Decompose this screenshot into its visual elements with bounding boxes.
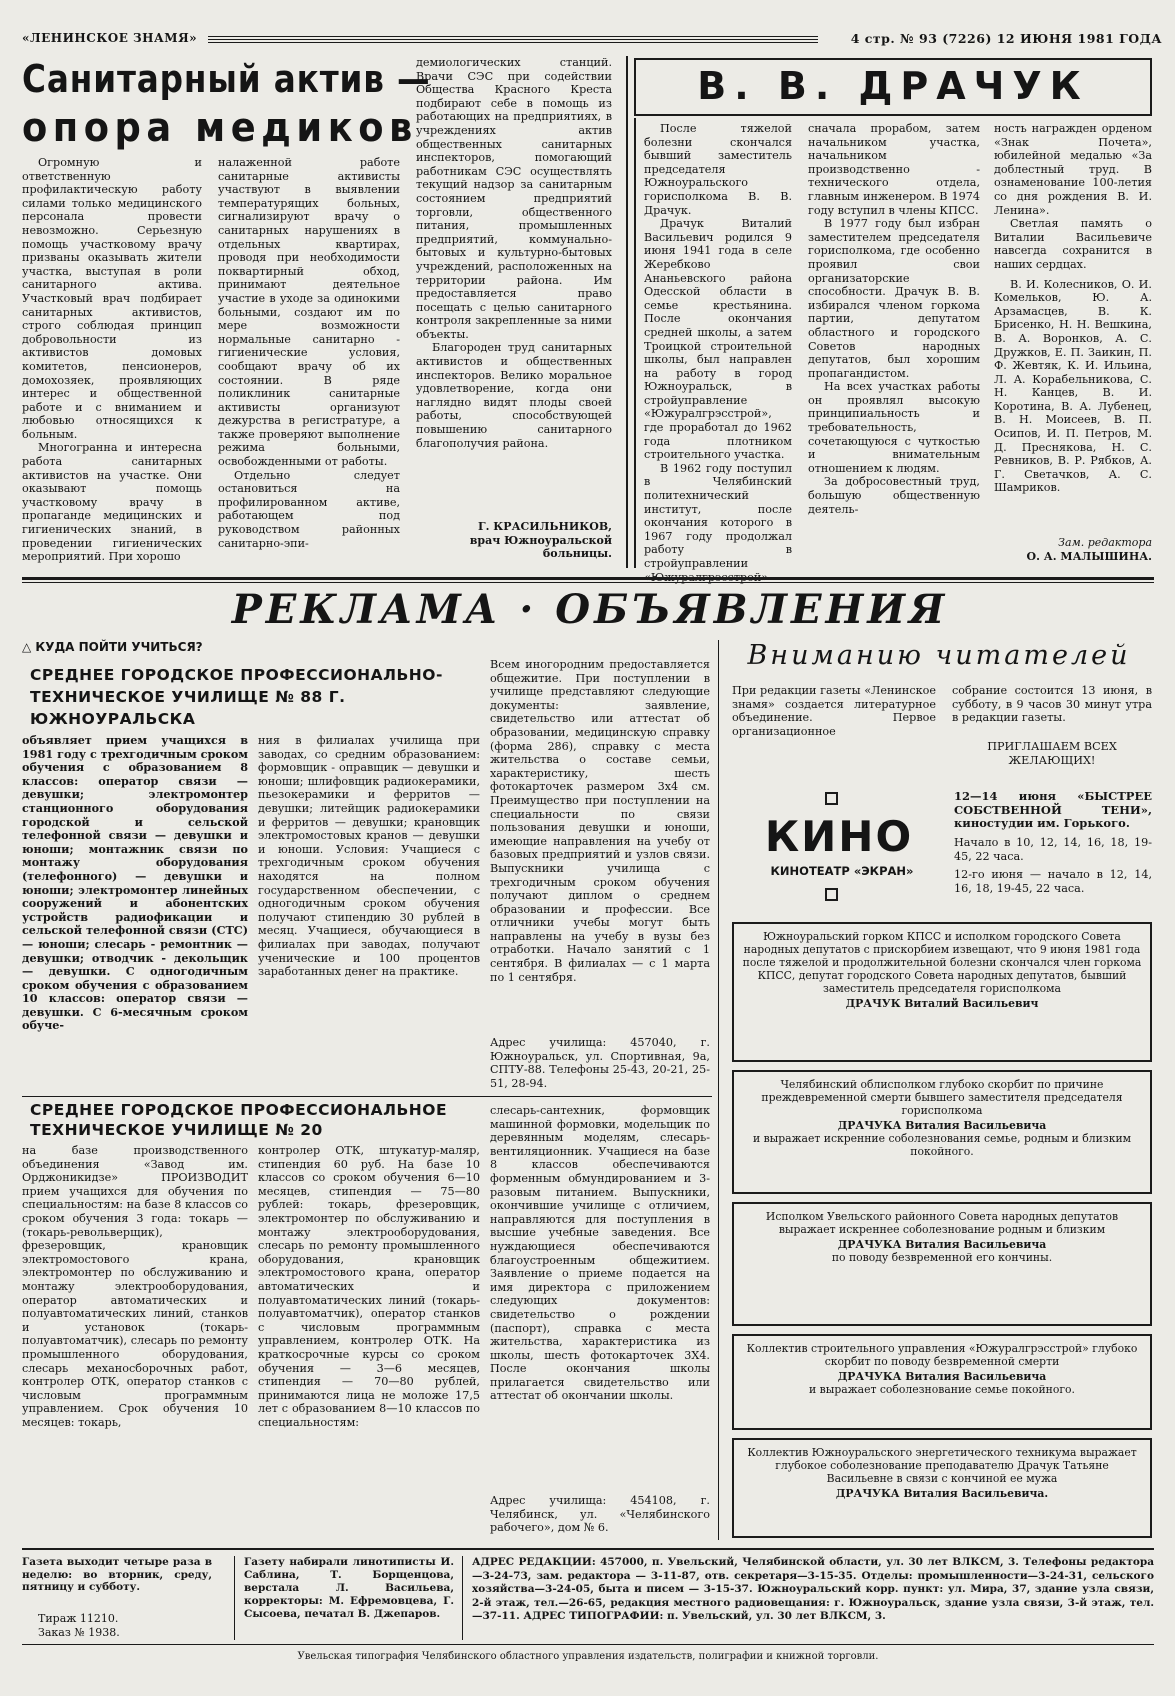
footer-schedule: Газета выходит четыре раза в неделю: во вторник, среду, пятницу и субботу. <box>22 1556 212 1593</box>
paragraph: Отдельно следует остановиться на профилированном активе, работающем под руководством районных санитарно-эпи- <box>218 468 400 550</box>
condolence-name: ДРАЧУК Виталий Васильевич <box>845 997 1039 1010</box>
condolence-2 <box>732 1070 1152 1194</box>
cinema-theater: КИНОТЕАТР «ЭКРАН» <box>770 864 914 878</box>
section-rule-top-thin <box>22 582 1154 583</box>
condolence-3 <box>732 1202 1152 1326</box>
article-signature-name: Г. КРАСИЛЬНИКОВ, <box>478 520 612 533</box>
condolence-tail: и выражает искренние соболезнования семье, родным и близким покойного. <box>752 1132 1132 1158</box>
square-bullet-icon <box>825 792 838 805</box>
paragraph: После тяжелой болезни скончался бывший заместитель председателя Южноуральского горисполкома В. В. Драчук. <box>644 122 792 217</box>
condolence-text: Исполком Увельского районного Совета народных депутатов выражает искреннее соболезнование родным и близким <box>765 1210 1119 1236</box>
paragraph: Благороден труд санитарных активистов и общественных инспекторов. Велико моральное удовлетворение, когда они наглядно видят плоды своей работы, способствующей повышению санитарного благополучия района. <box>416 341 612 450</box>
obituary-column-2 <box>808 122 980 568</box>
paragraph: На всех участках работы он проявлял высокую принципиальность и требовательность, сочетающуюся с чуткостью и внимательным отношением к людям. <box>808 380 980 475</box>
school20-column-3 <box>490 1104 710 1494</box>
paragraph: Светлая память о Виталии Васильевиче навсегда сохранится в наших сердцах. <box>994 217 1152 271</box>
condolence-text: Коллектив Южноуральского энергетического техникума выражает глубокое соболезнование преподавателю Драчук Татьяне Васильевне в связи с кончиной ее мужа <box>747 1446 1137 1485</box>
ads-banner-title: РЕКЛАМА · ОБЪЯВЛЕНИЯ <box>231 586 949 633</box>
section-rule-top <box>22 577 1154 580</box>
square-bullet-icon <box>825 888 838 901</box>
paragraph: контролер ОТК, штукатур-маляр, стипендия 60 руб. На базе 10 классов со сроком обучения 6—10 месяцев, стипендия — 75—80 рублей: токарь, фрезеровщик, электромонтер по обслуживанию и монтажу электрооборудования, слесарь по ремонту промышленного оборудования, крановщик электромостового крана, оператор автоматических и полуавтоматических линий (токарь-полуавтоматчик), оператор станков с числовым программным управлением, контролер ОТК. На краткосрочные курсы со сроком обучения — 3—6 месяцев, стипендия — 70—80 рублей, принимаются лица не моложе 17,5 лет с образованием 8—10 классов по специальностям: <box>258 1144 480 1429</box>
condolence-tail: по поводу безвременной его кончины. <box>831 1251 1053 1264</box>
obituary-name: В. В. ДРАЧУК <box>697 64 1089 108</box>
condolence-5 <box>732 1438 1152 1538</box>
masthead-hatch <box>208 34 818 43</box>
article-column-2 <box>218 156 400 566</box>
cinema-line-3: 12-го июня — начало в 12, 14, 16, 18, 19-45, 22 часа. <box>954 868 1152 895</box>
paragraph: ния в филиалах училища при заводах, со средним образованием: формовщик - оправщик — девушки и юноши; шлифовщик радиокерамики, пьезокерамики и ферритов — девушки; литейщик радиокерамики и ферритов — девушки; крановщик электромостовых кранов — девушки и юноши. Условия: Учащиеся с трехгодичным сроком обучения находятся на полном государственном обеспечении, с одногодичным сроком обучения получают стипендию 30 рублей в месяц. Учащиеся, обучающиеся в филиалах при заводах, получают ученические и 100 процентов заработанных денег на практике. <box>258 734 480 979</box>
condolence-1 <box>732 922 1152 1062</box>
obituary-signers: В. И. Колесников, О. И. Комельков, Ю. А. Арзамасцев, В. К. Брисенко, Н. Н. Вешкина, В. А. Воронков, А. С. Дружков, Е. П. Заикин, П. Ф. Жевтяк, К. И. Ильина, Л. А. Корабельникова, С. Н. Канцев, В. И. Коротина, В. А. Лубенец, В. Н. Моисеев, В. П. Осипов, И. П. Петров, М. Д. Преснякова, Н. С. Ревников, В. Р. Рябков, А. Г. Светачков, А. С. Шамриков. <box>994 277 1152 495</box>
paragraph: налаженной работе санитарные активисты участвуют в выявлении температурящих больных, сигнализируют врачу о санитарных нарушениях в отдельных квартирах, проводя при необходимости поквартирный обход, принимают деятельное участие в уходе за одинокими больными, создают им по мере возможности нормальные санитарно - гигиенические условия, сообщают врачу об их состоянии. В ряде поликлиник санитарные активисты организуют дежурства в регистратуре, а также проверяют выполнение режима больными, освобожденными от работы. <box>218 156 400 469</box>
kicker-text: КУДА ПОЙТИ УЧИТЬСЯ? <box>35 640 203 654</box>
cinema-line-2: Начало в 10, 12, 14, 16, 18, 19-45, 22 часа. <box>954 836 1152 863</box>
footer-circulation: Тираж 11210. <box>38 1612 119 1625</box>
footer-divider-1 <box>234 1556 235 1640</box>
cinema-line-1: 12—14 июня «БЫСТРЕЕ СОБСТВЕННОЙ ТЕНИ», киностудии им. Горького. <box>954 789 1152 831</box>
school88-title: СРЕДНЕЕ ГОРОДСКОЕ ПРОФЕССИОНАЛЬНО-ТЕХНИЧЕСКОЕ УЧИЛИЩЕ № 88 Г. ЮЖНОУРАЛЬСКА <box>30 666 443 728</box>
paragraph: ность награжден орденом «Знак Почета», юбилейной медалью «За доблестный труд. В ознаменование 100-летия со дня рождения В. И. Ленина». <box>994 122 1152 217</box>
school20-address: Адрес училища: 454108, г. Челябинск, ул. «Челябинского рабочего», дом № 6. <box>490 1494 710 1535</box>
paragraph: Драчук Виталий Васильевич родился 9 июня 1941 года в селе Жеребково Ананьевского района Одесской области в семье крестьянина. После окончания средней школы, а затем Троицкой строительной школы, был направлен на работу в город Южноуральск, в стройуправление «Южуралгрэсстрой», где проработал до 1962 года плотником строительного участка. <box>644 217 792 462</box>
triangle-icon: △ <box>22 640 36 654</box>
school88-column-3 <box>490 658 710 1038</box>
obituary-column-1 <box>644 122 792 568</box>
condolence-name: ДРАЧУКА Виталия Васильевича <box>837 1119 1047 1132</box>
footer-order: Заказ № 1938. <box>38 1626 120 1639</box>
condolence-name: ДРАЧУКА Виталия Васильевича <box>837 1238 1047 1251</box>
condolence-text: Коллектив строительного управления «Южуралгрэсстрой» глубоко скорбит по поводу безвременной смерти <box>746 1342 1138 1368</box>
footer-rule-bottom <box>22 1644 1154 1645</box>
paragraph: сначала прорабом, затем начальником участка, начальником производственно - технического отдела, главным инженером. В 1974 году вступил в члены КПСС. <box>808 122 980 217</box>
masthead-paper-name: «ЛЕНИНСКОЕ ЗНАМЯ» <box>22 31 198 45</box>
article-sanitary-activists <box>22 56 622 566</box>
condolence-4 <box>732 1334 1152 1430</box>
school88-address: Адрес училища: 457040, г. Южноуральск, ул. Спортивная, 9а, СПТУ-88. Телефоны 25-43, 20-21, 25-51, 28-94. <box>490 1036 710 1090</box>
notice-column-2: собрание состоится 13 июня, в субботу, в 9 часов 30 минут утра в редакции газеты. <box>952 684 1152 725</box>
editor-role: Зам. редактора <box>1058 536 1152 549</box>
footer-printer: Увельская типография Челябинского областного управления издательств, полиграфии и книжной торговли. <box>297 1651 879 1662</box>
notice-invite: ПРИГЛАШАЕМ ВСЕХ ЖЕЛАЮЩИХ! <box>987 740 1117 767</box>
footer-rule-top <box>22 1548 1154 1550</box>
paragraph: Огромную и ответственную профилактическую работу силами только медицинского персонала провести невозможно. Серьезную помощь участковому врачу призваны оказывать жители участка, выступая в роли санитарного актива. Участковый врач подбирает санитарных активистов, строго соблюдая принцип добровольности из активистов домовых комитетов, пенсионеров, домохозяек, проявляющих интерес и общественной работе и с вниманием и любовью относящихся к больным. <box>22 156 202 441</box>
condolence-name: ДРАЧУКА Виталия Васильевича. <box>835 1487 1049 1500</box>
obituary-column-3 <box>994 122 1152 522</box>
paragraph: слесарь-сантехник, формовщик машинной формовки, модельщик по деревянным моделям, слесарь-вентиляционник. Учащиеся на базе 8 классов обеспечиваются форменным обмундированием и 3-разовым питанием. Выпускники, окончившие училище с отличием, направляются для поступления в высшие учебные заведения. Все нуждающиеся обеспечиваются благоустроенным общежитием. Заявление о приеме подается на имя директора с приложением следующих документов: свидетельство о рождении (паспорт), справка с места жительства, характеристика из школы, шесть фотокарточек 3Х4. После окончания школы прилагается свидетельство или аттестат об окончании школы. <box>490 1104 710 1403</box>
footer-divider-2 <box>462 1556 463 1640</box>
notice-title: Вниманию читателей <box>747 640 1131 671</box>
obituary-left-border <box>634 118 636 568</box>
footer-address: АДРЕС РЕДАКЦИИ: 457000, п. Увельский, Челябинской области, ул. 30 лет ВЛКСМ, 3. Телефоны редактора—3-24-73, зам. редактора — 3-11-87, отв. секретаря—3-15-35. Отделы: промышленности—3-24-31, сельского хозяйства—3-24-05, быта и писем — 3-15-37. Южноуральский корр. пункт: ул. Мира, 37, здание узла связи, 2-й этаж, тел.—26-65, редакция местного радиовещания: г. Южноуральск, здание узла связи, 3-й этаж, тел. —37-11. АДРЕС ТИПОГРАФИИ: п. Увельский, ул. 30 лет ВЛКСМ, 3. <box>472 1556 1154 1622</box>
editor-name: О. А. МАЛЫШИНА. <box>1026 550 1152 563</box>
cinema-kino: КИНО <box>764 812 914 861</box>
paragraph: Всем иногородним предоставляется общежитие. При поступлении в училище представляют следующие документы: заявление, свидетельство или аттестат об образовании, медицинскую справку (форма 286), справку с места жительства о составе семьи, характеристику, шесть фотокарточек размером 3х4 см. Преимущество при поступлении на специальности по связи пользования девушки и юноши, имеющие направления на учебу от базовых предприятий и узлов связи. Выпускники училища с трехгодичным сроком обучения получают диплом о среднем образовании и профессии. Все отличники учебы могут быть направлены на учебу в вузы без отработки. Начало занятий с 1 сентября. В филиалах — с 1 марта по 1 сентября. <box>490 658 710 984</box>
school-divider <box>22 1096 712 1097</box>
school88-column-1 <box>22 734 248 1094</box>
condolence-name: ДРАЧУКА Виталия Васильевича <box>837 1370 1047 1383</box>
condolence-tail: и выражает соболезнование семье покойного. <box>809 1383 1075 1396</box>
school20-title: СРЕДНЕЕ ГОРОДСКОЕ ПРОФЕССИОНАЛЬНОЕ ТЕХНИЧЕСКОЕ УЧИЛИЩЕ № 20 <box>30 1101 448 1139</box>
paragraph: В 1977 году был избран заместителем председателя горисполкома, где особенно проявил свои организаторские способности. Драчук В. В. избирался членом горкома партии, депутатом областного и городского Советов народных депутатов, был хорошим пропагандистом. <box>808 217 980 380</box>
paragraph: Многогранна и интересна работа санитарных активистов на участке. Они оказывают помощь участковому врачу в пропаганде медицинских и гигиенических знаний, в проведении гигиенических мероприятий. При хорошо <box>22 441 202 564</box>
condolence-text: Южноуральский горком КПСС и исполком городского Совета народных депутатов с прискорбием извещают, что 9 июня 1981 года после тяжелой и продолжительной болезни скончался член горкома КПСС, депутат городского Совета народных депутатов, бывший заместитель председателя горисполкома <box>742 930 1142 995</box>
paragraph: За добросовестный труд, большую общественную деятель- <box>808 475 980 516</box>
ads-kicker <box>22 640 282 656</box>
paragraph: В 1962 году поступил в Челябинский политехнический институт, после окончания которого в 1967 году продолжал работу в стройуправлении <box>644 461 792 570</box>
article-signature-role: врач Южноуральской больницы. <box>469 534 612 560</box>
article-title-line1: Санитарный актив — <box>22 57 431 101</box>
column-divider <box>626 56 628 568</box>
paragraph: на базе производственного объединения «Завод им. Орджоникидзе» ПРОИЗВОДИТ прием учащихся для обучения по специальностям: на базе 8 классов со сроком обучения 3 года: токарь — (токарь-револьверщик), фрезеровщик, крановщик электромостового крана, электромонтер по обслуживанию и монтажу электрооборудования, оператор автоматических и полуавтоматических линий, станков и установок (токарь-полуавтоматчик), слесарь по ремонту промышленного оборудования, слесарь механосборочных работ, контролер ОТК, оператор станков с числовым программным управлением. Срок обучения 10 месяцев: токарь, <box>22 1144 248 1429</box>
notice-column-1: При редакции газеты «Ленинское знамя» создается литературное объединение. Первое организационное <box>732 684 936 738</box>
school20-column-1 <box>22 1144 248 1544</box>
school20-column-2 <box>258 1144 480 1544</box>
ads-vertical-divider <box>718 640 719 1540</box>
paragraph: демиологических станций. Врачи СЭС при содействии Общества Красного Креста подбирают себе в помощь из работающих на предприятиях, в учреждениях актив общественных санитарных инспекторов, помогающий работникам СЭС осуществлять текущий надзор за санитарным состоянием предприятий торговли, общественного питания, промышленных предприятий, коммунально-бытовых и культурно-бытовых учреждений, расположенных на территории района. Им предоставляется право посещать с целью санитарного контроля закрепленные за ними объекты. <box>416 56 612 341</box>
paragraph: объявляет прием учащихся в 1981 году с трехгодичным сроком обучения с образованием 8 классов: оператор связи — девушки; электромонтер станционного оборудования городской и сельской телефонной связи — девушки и юноши; монтажник связи по монтажу оборудования (телефонного) — девушки и юноши; электромонтер линейных сооружений и абонентских устройств радиофикации и сельской телефонной связи (СТС) — юноши; слесарь - ремонтник — девушки; отводчик - декольщик — девушки. С одногодичным сроком обучения с образованием 10 классов: оператор связи — девушки. С 6-месячным сроком обуче- <box>22 733 248 1033</box>
condolence-text: Челябинский облисполком глубоко скорбит по причине преждевременной смерти бывшего заместителя председателя горисполкома <box>761 1078 1123 1117</box>
obituary-name-box <box>634 58 1152 116</box>
article-column-1 <box>22 156 202 566</box>
school88-column-2 <box>258 734 480 1094</box>
article-column-3 <box>416 56 612 536</box>
article-title-line2: опора медиков <box>22 105 418 151</box>
masthead-issue-info: 4 стр. № 93 (7226) 12 ИЮНЯ 1981 ГОДА <box>850 31 1162 46</box>
footer-typeset: Газету набирали линотиписты И. Саблина, Т. Борщенцова, верстала Л. Васильева, корректоры: М. Ефремовцева, Г. Сысоева, печатал В. Джепаров. <box>244 1556 454 1620</box>
